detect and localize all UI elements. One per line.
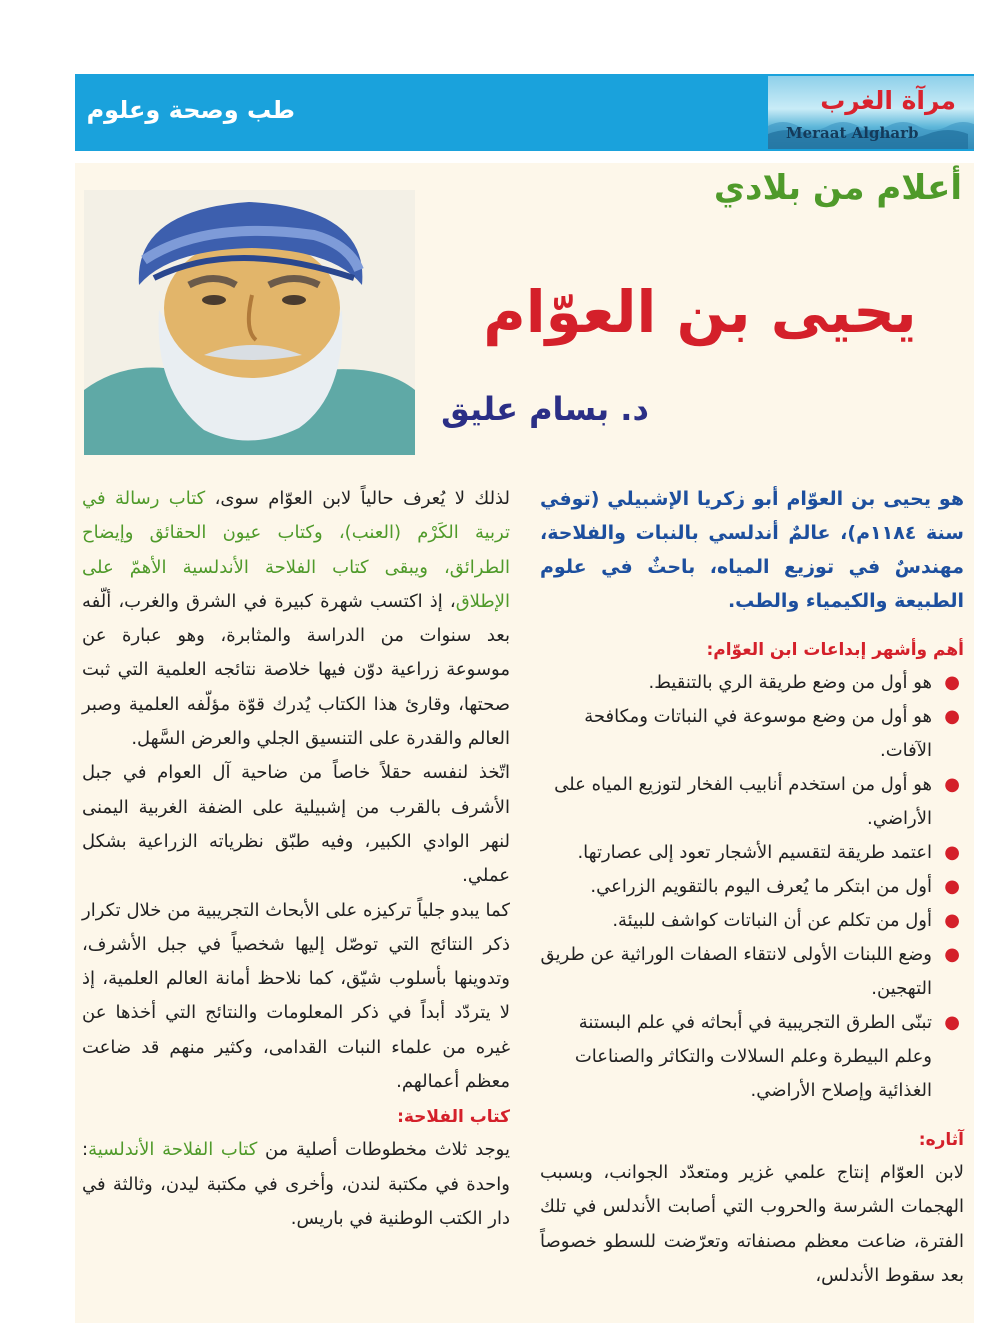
paragraph-known-works: لذلك لا يُعرف حالياً لابن العوّام سوى، كتاب رسالة في تربية الكَرْم (العنب)، وكتاب عيون الحقائق وإيضاح الطرائق، ويبقى كتاب الفلاحة الأندلسية الأهمّ على الإطلاق، إذ اكتسب شهرة كبيرة في الشرق والغرب، ألّفه بعد سنوات من الدراسة والمثابرة، وهو عبارة عن موسوعة زراعية دوّن فيها خلاصة نتائجه العلمية التي ثبت صحتها، وقارئ هذا الكتاب يُدرك قوّة مؤلّفه العلمية وصبر العالم والقدرة على التنسيق الجلي والعرض السَّهل. [82, 488, 510, 750]
list-item: ● هو أول من وضع طريقة الري بالتنقيط. [540, 666, 964, 700]
list-item: ● أول من تكلم عن أن النباتات كواشف للبيئة. [540, 904, 964, 938]
bullet-icon: ● [944, 876, 960, 897]
highlight-book-titles: كتاب رسالة في تربية الكَرْم (العنب)، وكتاب عيون الحقائق وإيضاح الطرائق، ويبقى كتاب الفلاحة الأندلسية الأهمّ على الإطلاق [82, 488, 510, 612]
bullet-icon: ● [944, 672, 960, 693]
bullet-icon: ● [944, 944, 960, 965]
bullet-icon: ● [944, 706, 960, 727]
book-heading: كتاب الفلاحة: [397, 1107, 510, 1128]
paragraph-field: اتّخذ لنفسه حقلاً خاصاً من ضاحية آل العوام في جبل الأشرف بالقرب من إشبيلية على الضفة الغربية اليمنى لنهر الوادي الكبير، وفيه طبّق نظرياته الزراعية بشكل عملي. [82, 762, 510, 887]
section-label: طب وصحة وعلوم [86, 96, 295, 124]
article-title: يحيى بن العوّام [483, 278, 917, 346]
portrait-illustration [84, 190, 415, 455]
paragraph-research: كما يبدو جلياً تركيزه على الأبحاث التجريبية من خلال تكرار ذكر النتائج التي توصّل إليها شخصياً في جبل الأشرف، وتدوينها بأسلوب شيّق، كما نلاحظ أمانة العالم العلمية، إذ لا يتردّد أبداً في ذكر المعلومات والنتائج التي أخذها عن غيره من علماء النبات القدامى، وكثير منهم قد ضاعت معظم أعمالهم. [82, 899, 510, 1093]
bullet-icon: ● [944, 910, 960, 931]
bullet-icon: ● [944, 842, 960, 863]
list-item: ● هو أول من استخدم أنابيب الفخار لتوزيع المياه على الأراضي. [540, 768, 964, 836]
logo-arabic: مرآة الغرب [820, 86, 956, 115]
bullet-icon: ● [944, 774, 960, 795]
list-item: ● اعتمد طريقة لتقسيم الأشجار تعود إلى عصارتها. [540, 836, 964, 870]
works-paragraph: لابن العوّام إنتاج علمي غزير ومتعدّد الجوانب، وبسبب الهجمات الشرسة والحروب التي أصابت الأندلس في تلك الفترة، ضاعت معظم مصنفاته وتعرّضت للسطو خصوصاً بعد سقوط الأندلس، [540, 1162, 964, 1286]
list-item: ● هو أول من وضع موسوعة في النباتات ومكافحة الآفات. [540, 700, 964, 768]
list-item: ● تبنّى الطرق التجريبية في أبحاثه في علم البستنة وعلم البيطرة وعلم السلالات والتكاثر والصناعات الغذائية وإصلاح الأراضي. [540, 1006, 964, 1108]
right-column [540, 482, 964, 1293]
list-item: ● أول من ابتكر ما يُعرف اليوم بالتقويم الزراعي. [540, 870, 964, 904]
paragraph-manuscripts: يوجد ثلاث مخطوطات أصلية من كتاب الفلاحة الأندلسية: واحدة في مكتبة لندن، وأخرى في مكتبة ليدن، وثالثة في دار الكتب الوطنية في باريس. [82, 1139, 510, 1229]
achievements-list [540, 666, 964, 1108]
achievements-heading: أهم وأشهر إبداعات ابن العوّام: [706, 640, 964, 660]
article-author: د. بسام عليق [441, 390, 649, 428]
magazine-logo [768, 76, 974, 149]
lead-paragraph: هو يحيى بن العوّام أبو زكريا الإشبيلي (توفي سنة ١١٨٤م)، عالمٌ أندلسي بالنبات والفلاحة، مهندسٌ في توزيع المياه، باحثٌ في علوم الطبيعة والكيمياء والطب. [540, 488, 964, 612]
works-heading: آثاره: [918, 1130, 964, 1150]
list-item: ● وضع اللبنات الأولى لانتقاء الصفات الوراثية عن طريق التهجين. [540, 938, 964, 1006]
logo-english: Meraat Algharb [786, 124, 919, 142]
left-column [82, 482, 510, 1236]
series-title: أعلام من بلادي [713, 168, 962, 208]
highlight-book-name: كتاب الفلاحة الأندلسية [88, 1139, 258, 1161]
bullet-icon: ● [944, 1012, 960, 1033]
portrait-image [84, 190, 415, 455]
